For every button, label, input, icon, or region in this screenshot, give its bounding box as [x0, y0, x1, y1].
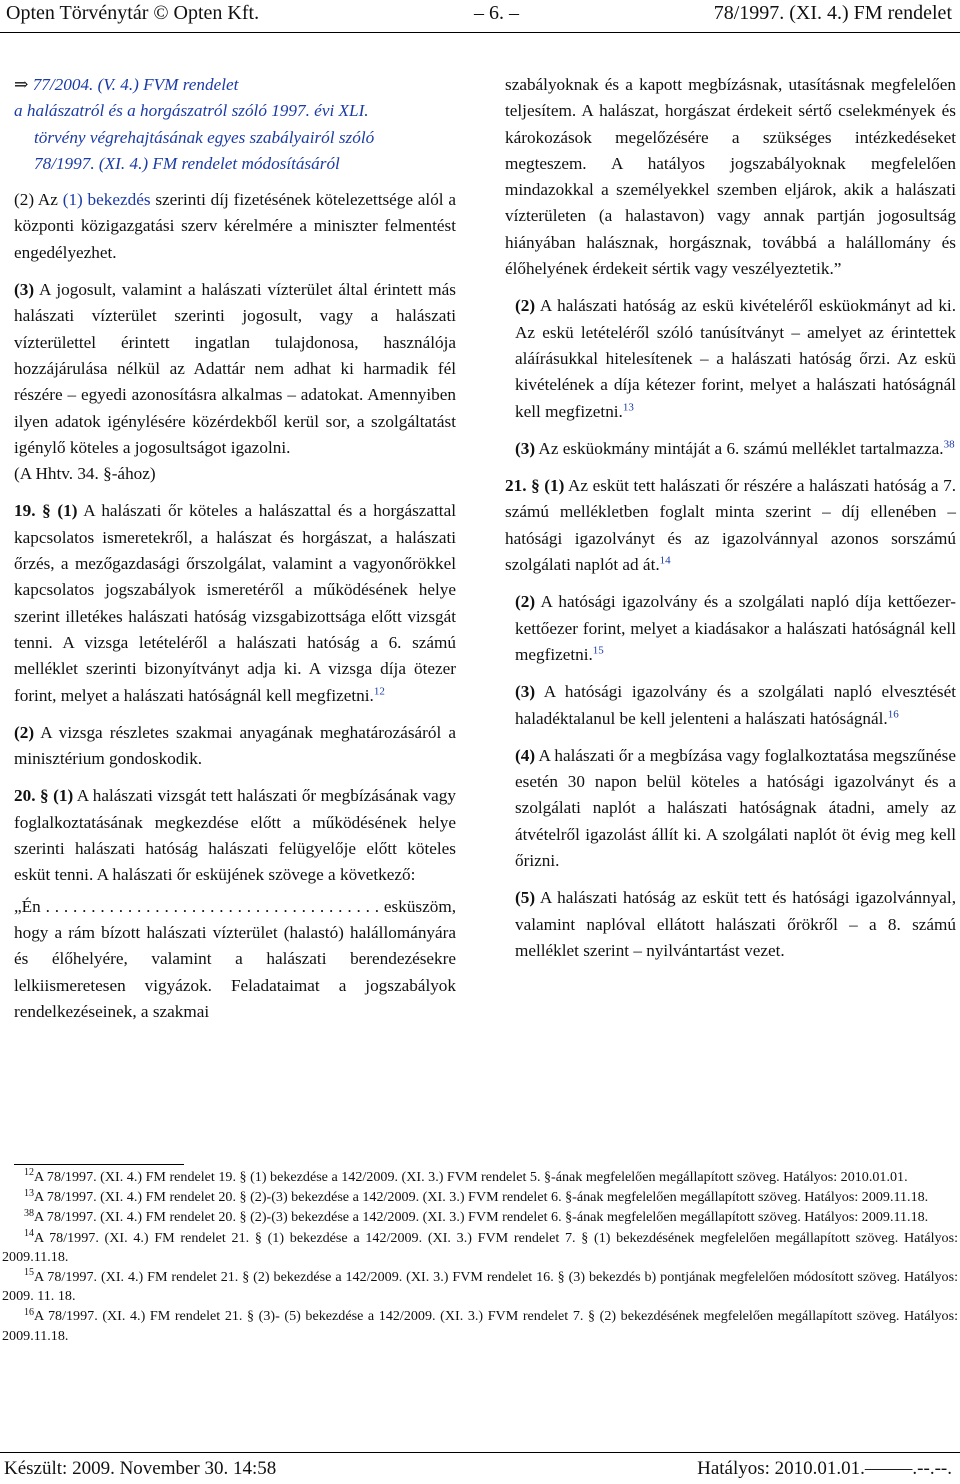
footnote-rule [14, 1164, 184, 1165]
footer-rule [0, 1452, 960, 1453]
section-21-4: (4) A halászati őr a megbízása vagy foglalkoztatása megszűnése esetén 30 napon belül köteles a hatósági igazolványt és a szolgálati naplót a halászati hatóságnak átadni, amely az átvételről igazolást állít ki. A szolgálati naplót öt évig meg kell őrizni. [515, 745, 956, 871]
header-rule [0, 32, 960, 33]
section-20-1: 20. § (1) A halászati vizsgát tett halászati őr megbízásának vagy foglalkoztatásának megkezdése előtt a működésének helye szerinti halászati hatóság halászati felügyelője előtt köteles esküt tenni. A halászati őr esküjének szövege a következő: [14, 786, 456, 885]
footnote-ref-14[interactable]: 14 [659, 554, 671, 567]
footnote: $^{12}$A 78/1997. (XI. 4.) FM rendelet 19. § (1) bekezdése a 142/2009. (XI. 3.) FVM rendelet 5. §-ának megfelelően megállapított szöveg. Hatályos: 2010.01.01. [24, 1167, 908, 1185]
section-21-1: 21. § (1) Az esküt tett halászati őr részére a halászati hatóság a 7. számú mellékletben foglalt minta szerint – díj ellenében – hatósági igazolványt és az igazolvánnyal azonos sorszámú szolgálati naplót ad át.$^{14}$ [505, 476, 957, 575]
section-20-heading: 20. § (1) [14, 786, 74, 806]
footnote-ref-38[interactable]: 38 [943, 438, 955, 451]
footnotes [2, 1168, 958, 1347]
footnote: $^{14}$A 78/1997. (XI. 4.) FM rendelet 21. § (1) bekezdése a 142/2009. (XI. 3.) FVM rendelet 7. § (1) bekezdésének megfelelően megállapított szöveg. Hatályos: 2009.11.18. [2, 1227, 958, 1265]
footnote: $^{38}$A 78/1997. (XI. 4.) FM rendelet 20. § (2)-(3) bekezdése a 142/2009. (XI. 3.) FVM rendelet 6. §-ának megfelelően megállapított szöveg. Hatályos: 2009.11.18. [24, 1207, 929, 1226]
amendment-title[interactable]: a halászatról és a horgászatról szóló 1997. évi XLI. törvény végrehajtásának egyes szabályairól szóló 78/1997. (XI. 4.) FM rendelet módosításáról [14, 101, 375, 173]
section-21-2: (2) A hatósági igazolvány és a szolgálati napló díja kettőezer-kettőezer forint, melyet a kiadásakor a halászati hatóságnál kell megfizetni.$^{15}$ [515, 592, 956, 664]
header-document-title: 78/1997. (XI. 4.) FM rendelet [713, 2, 952, 24]
footnote: $^{13}$A 78/1997. (XI. 4.) FM rendelet 20. § (2)-(3) bekezdése a 142/2009. (XI. 3.) FVM rendelet 6. §-ának megfelelően megállapított szöveg. Hatályos: 2009.11.18. [24, 1187, 929, 1206]
footnote-ref-15[interactable]: 15 [592, 644, 604, 657]
footnote: $^{16}$A 78/1997. (XI. 4.) FM rendelet 21. § (3)- (5) bekezdése a 142/2009. (XI. 3.) FVM rendelet 7. § (2) bekezdésének megfelelően megállapított szöveg. Hatályos: 2009.11.18. [2, 1306, 958, 1344]
section-21-5: (5) A halászati hatóság az esküt tett és hatósági igazolvánnyal, valamint naplóval ellátott halászati őrökről – a 8. számú melléklet szerint – nyilvántartást vezet. [515, 888, 957, 960]
section-19-1: 19. § (1) A halászati őr köteles a halászattal és a horgászattal kapcsolatos ismeretekről, a halászat és horgászat, a halászati őrzés, a mezőgazdasági őrszolgálat, valamint a vagyonőrökkel kapcsolatos jogszabályok ismeretéről a működésének helye szerint illetékes halászati hatóság vizsgabizottsága előtt vizsgát tenni. A vizsga letételéről a halászati hatóság a 6. számú melléklet szerinti bizonyítványt adja ki. A vizsga díja ötezer forint, melyet a halászati hatóságnál kell megfizetni.$^{12}$ [14, 501, 456, 705]
section-21-3: (3) A hatósági igazolvány és a szolgálati napló elvesztését haladéktalanul be kell jelenteni a halászati hatóságnál.$^{16}$ [515, 682, 956, 728]
section-21-heading: 21. § (1) [505, 476, 565, 496]
section-20-3: (3) Az esküokmány mintáját a 6. számú melléklet tartalmazza.$^{38}$ [515, 438, 955, 458]
oath-text-end: szabályoknak és a kapott megbízásnak, utasításnak megfelelően teljesítem. A halászat, horgászat érdekeit sértő cselekmények és károkozások megelőzésére a szükséges intézkedéseket megteszem. A hatályos jogszabályoknak megfelelően mindazokkal a személyekkel szemben eljárok, akik a halászati vízterületen (a halastavon) vagy annak partján jogosultság hiányában halásznak, horgásznak, továbbá a halállomány és élőhelyének érdekeit sértik vagy veszélyeztetik.” [505, 75, 956, 279]
paragraph-1-link[interactable]: (1) bekezdés [62, 190, 151, 210]
section-note: (A Hhtv. 34. §-ához) [14, 464, 156, 484]
paragraph-3: (3) A jogosult, valamint a halászati vízterület által érintett más halászati vízterület szerinti jogosult, vagy a halászati vízterülettel érintett ingatlan tulajdonosa, használója hozzájárulása nélkül az Adattár nem adhat ki harmadik fél részére – egyedi azonosításra alkalmas – adatokat. Amennyiben ilyen adatok igénylésére közérdekből kerül sor, a szolgáltatást igénylő köteles a jogosultságot igazolni. (A Hhtv. 34. §-ához) [14, 280, 456, 484]
footer-created: Készült: 2009. November 30. 14:58 [4, 1458, 277, 1479]
footnote-ref-16[interactable]: 16 [887, 707, 899, 720]
footnote-ref-12[interactable]: 12 [373, 684, 385, 697]
right-column [505, 72, 956, 975]
footnote-ref-13[interactable]: 13 [622, 400, 634, 413]
section-20-2: (2) A halászati hatóság az eskü kivételéről esküokmányt ad ki. Az eskü letételéről szóló tanúsítványt – amelyet az érintettek aláírásukkal hitelesítenek – a halászati hatóság őrzi. Az eskü kivételének a díja kétezer forint, melyet a halászati hatóságnál kell megfizetni.$^{13}$ [515, 296, 956, 421]
section-19-2: (2) A vizsga részletes szakmai anyagának meghatározásáról a minisztérium gondoskodik. [14, 722, 456, 769]
paragraph-19-2-prev: (2) Az (1) bekezdés szerinti díj fizetésének kötelezettsége alól a központi közigazgatási szerv kérelmére a miniszter felmentést engedélyezhet. [14, 190, 456, 262]
arrow-right-icon: ⇒ [14, 75, 29, 94]
footer-effective: Hatályos: 2010.01.01.–––––.--.--. [697, 1458, 952, 1479]
page-footer [4, 1458, 952, 1482]
left-column [14, 72, 456, 1036]
amendment-link[interactable]: 77/2004. (V. 4.) FVM rendelet [32, 75, 239, 94]
header-publisher: Opten Törvénytár © Opten Kft. [6, 2, 260, 24]
footnote: $^{15}$A 78/1997. (XI. 4.) FM rendelet 21. § (2) bekezdése a 142/2009. (XI. 3.) FVM rendelet 16. § (3) bekezdés b) pontjának megfelelően módosított szöveg. Hatályos: 2009. 11. 18. [2, 1267, 958, 1305]
oath-text-start: „Én . . . . . . . . . . . . . . . . . . . . . . . . . . . . . . . . . . . . . esküszöm, hogy a rám bízott halászati vízterület (halastó) halállományára és élőhelyére, valamint a halászati berendezésekre lelkiismeretesen vigyázok. Feladataimat a jogszabályok rendelkezéseinek, a szakmai [14, 896, 456, 1021]
header-page-number: – 6. – [474, 2, 519, 24]
page-header [6, 2, 952, 28]
section-19-heading: 19. § (1) [14, 501, 78, 521]
amendment-reference [14, 72, 456, 177]
